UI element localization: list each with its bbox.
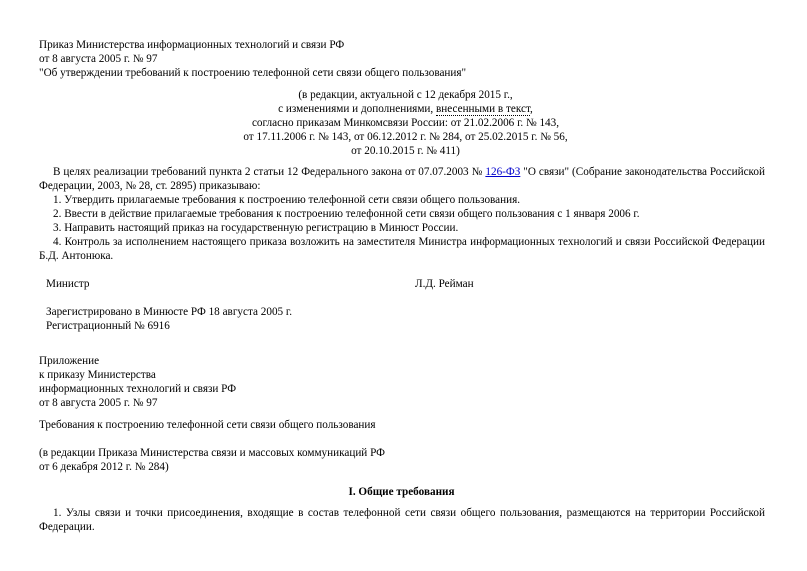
appendix-line-4: от 8 августа 2005 г. № 97 [39, 397, 158, 409]
appendix-line-2: к приказу Министерства [39, 369, 156, 381]
requirements-revision-line-1: (в редакции Приказа Министерства связи и массовых коммуникаций РФ [39, 447, 385, 459]
revision-line-4: от 17.11.2006 г. № 143, от 06.12.2012 г. № 284, от 25.02.2015 г. № 56, [243, 131, 568, 143]
section-paragraph-1: 1. Узлы связи и точки присоединения, входящие в состав телефонной сети связи общего пользования, размещаются на территории Российской Федерации. [39, 507, 765, 533]
order-item-4: 4. Контроль за исполнением настоящего приказа возложить на заместителя Министра информационных технологий и связи Российской Федерации Б.Д. Антонюка. [39, 236, 765, 262]
revision-line-2-comma: , [530, 103, 533, 115]
preamble-text-2: "О связи" (Собрание законодательства Российской Федерации, 2003, № 28, ст. 2895) приказываю: [39, 166, 765, 192]
doc-title-line-3: "Об утверждении требований к построению телефонной сети связи общего пользования" [39, 67, 467, 79]
revision-line-3: согласно приказам Минкомсвязи России: от 21.02.2006 г. № 143, [251, 117, 560, 129]
revision-line-2-text: с изменениями и дополнениями, [278, 103, 436, 115]
preamble-text-1: В целях реализации требований пункта 2 статьи 12 Федерального закона от 07.07.2003 № [53, 166, 486, 178]
revision-line-5: от 20.10.2015 г. № 411) [351, 145, 460, 157]
preamble-paragraph [39, 165, 765, 193]
appendix-line-1: Приложение [39, 355, 100, 367]
signature-name: Л.Д. Рейман [415, 278, 474, 290]
requirements-title: Требования к построению телефонной сети связи общего пользования [39, 419, 376, 431]
doc-title-line-1: Приказ Министерства информационных технологий и связи РФ [39, 39, 345, 51]
registration-line-1: Зарегистрировано в Минюсте РФ 18 августа 2005 г. [46, 306, 293, 318]
law-126-fz-link[interactable]: 126-ФЗ [485, 166, 521, 178]
revision-line-1: (в редакции, актуальной с 12 декабря 2015 г., [298, 89, 513, 101]
amendments-link[interactable]: внесенными в текст [435, 103, 531, 115]
registration-line-2: Регистрационный № 6916 [46, 320, 170, 332]
order-item-2: 2. Ввести в действие прилагаемые требования к построению телефонной сети связи общего пользования с 1 января 2006 г. [53, 208, 640, 220]
order-item-3: 3. Направить настоящий приказ на государственную регистрацию в Минюст России. [53, 222, 459, 234]
requirements-revision-line-2: от 6 декабря 2012 г. № 284) [39, 461, 169, 473]
order-item-1: 1. Утвердить прилагаемые требования к построению телефонной сети связи общего пользования. [53, 194, 521, 206]
appendix-line-3: информационных технологий и связи РФ [39, 383, 237, 395]
signature-position: Министр [46, 278, 90, 290]
section-heading: I. Общие требования [348, 486, 455, 498]
revision-line-2 [2, 102, 807, 116]
doc-title-line-2: от 8 августа 2005 г. № 97 [39, 53, 158, 65]
